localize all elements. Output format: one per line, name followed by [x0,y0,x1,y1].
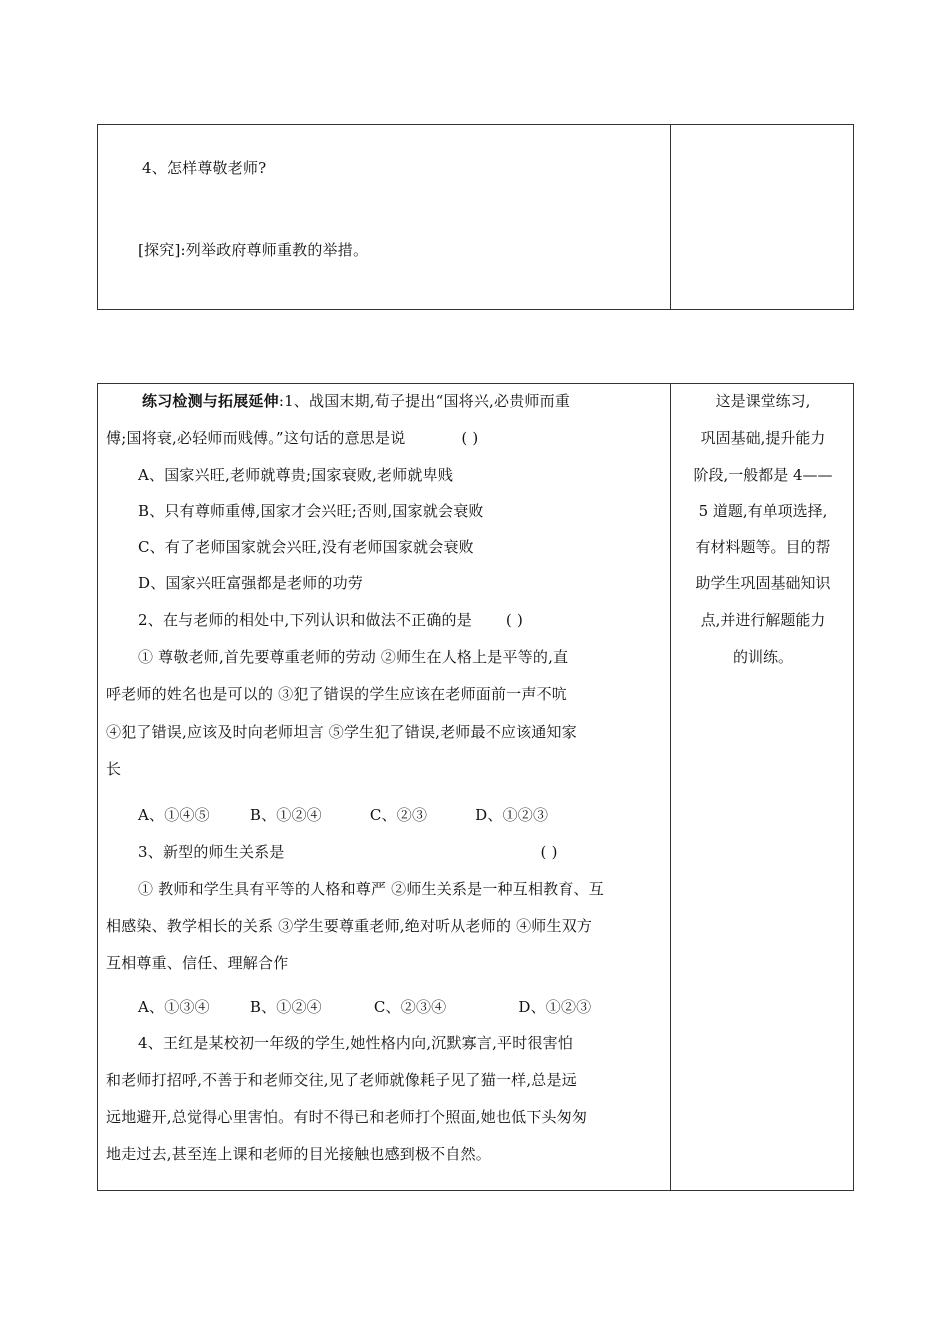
q3-line-3: 互相尊重、信任、理解合作 [106,954,289,972]
table-question-4 [97,124,854,310]
answer-paren: ( ) [461,429,479,447]
q2-line-1: ① 尊敬老师,首先要尊重老师的劳动 ②师生在人格上是平等的,直 [138,648,569,666]
q2-line-3: ④犯了错误,应该及时向老师坦言 ⑤学生犯了错误,老师最不应该通知家 [106,723,577,741]
q1-option-d: D、国家兴旺富强都是老师的功劳 [138,574,364,592]
q3-line-2: 相感染、教学相长的关系 ③学生要尊重老师,绝对听从老师的 ④师生双方 [106,917,593,935]
q2-line-4: 长 [106,760,122,778]
explore-text: [探究]:列举政府尊师重教的举措。 [138,241,369,259]
side-note-line: 这是课堂练习, [715,392,811,410]
q2-options: A、①④⑤ B、①②④ C、②③ D、①②③ [138,806,549,824]
question-4-text: 4、怎样尊敬老师? [142,159,267,177]
section-heading: 练习检测与拓展延伸 [142,392,279,410]
q3-stem: 3、新型的师生关系是 ( ) [138,843,558,861]
q4-line-3: 远地避开,总觉得心里害怕。有时不得已和老师打个照面,她也低下头匆匆 [106,1108,588,1126]
answer-paren: ( ) [505,611,523,629]
side-note-line: 的训练。 [732,648,793,666]
side-note-line: 有材料题等。目的帮 [695,538,831,556]
q1-option-b: B、只有尊师重傅,国家才会兴旺;否则,国家就会衰败 [138,502,484,520]
q1-option-a: A、国家兴旺,老师就尊贵;国家衰败,老师就卑贱 [138,466,454,484]
q1-line-1: 练习检测与拓展延伸:1、战国末期,荀子提出“国将兴,必贵师而重 [142,392,571,410]
side-note-line: 点,并进行解题能力 [700,611,826,629]
q1-option-c: C、有了老师国家就会兴旺,没有老师国家就会衰败 [138,538,474,556]
column-divider [670,384,671,1190]
answer-paren: ( ) [540,843,558,861]
q4-line-4: 地走过去,甚至连上课和老师的目光接触也感到极不自然。 [106,1145,491,1163]
q1-line-2: 傅;国将衰,必轻师而贱傅。”这句话的意思是说 ( ) [106,429,479,447]
q2-stem: 2、在与老师的相处中,下列认识和做法不正确的是 ( ) [138,611,523,629]
q3-options: A、①③④ B、①②④ C、②③④ D、①②③ [138,998,592,1016]
q4-line-1: 4、王红是某校初一年级的学生,她性格内向,沉默寡言,平时很害怕 [138,1034,574,1052]
q4-line-2: 和老师打招呼,不善于和老师交往,见了老师就像耗子见了猫一样,总是远 [106,1071,577,1089]
side-note-line: 5 道题,有单项选择, [698,502,828,520]
side-note-line: 助学生巩固基础知识 [695,574,831,592]
q2-line-2: 呼老师的姓名也是可以的 ③犯了错误的学生应该在老师面前一声不吭 [106,685,567,703]
table-practice [97,383,854,1191]
q3-line-1: ① 教师和学生具有平等的人格和尊严 ②师生关系是一种互相教育、互 [138,880,604,898]
side-note-line: 阶段,一般都是 4—— [693,466,833,484]
side-note-line: 巩固基础,提升能力 [700,429,826,447]
column-divider [670,125,671,309]
